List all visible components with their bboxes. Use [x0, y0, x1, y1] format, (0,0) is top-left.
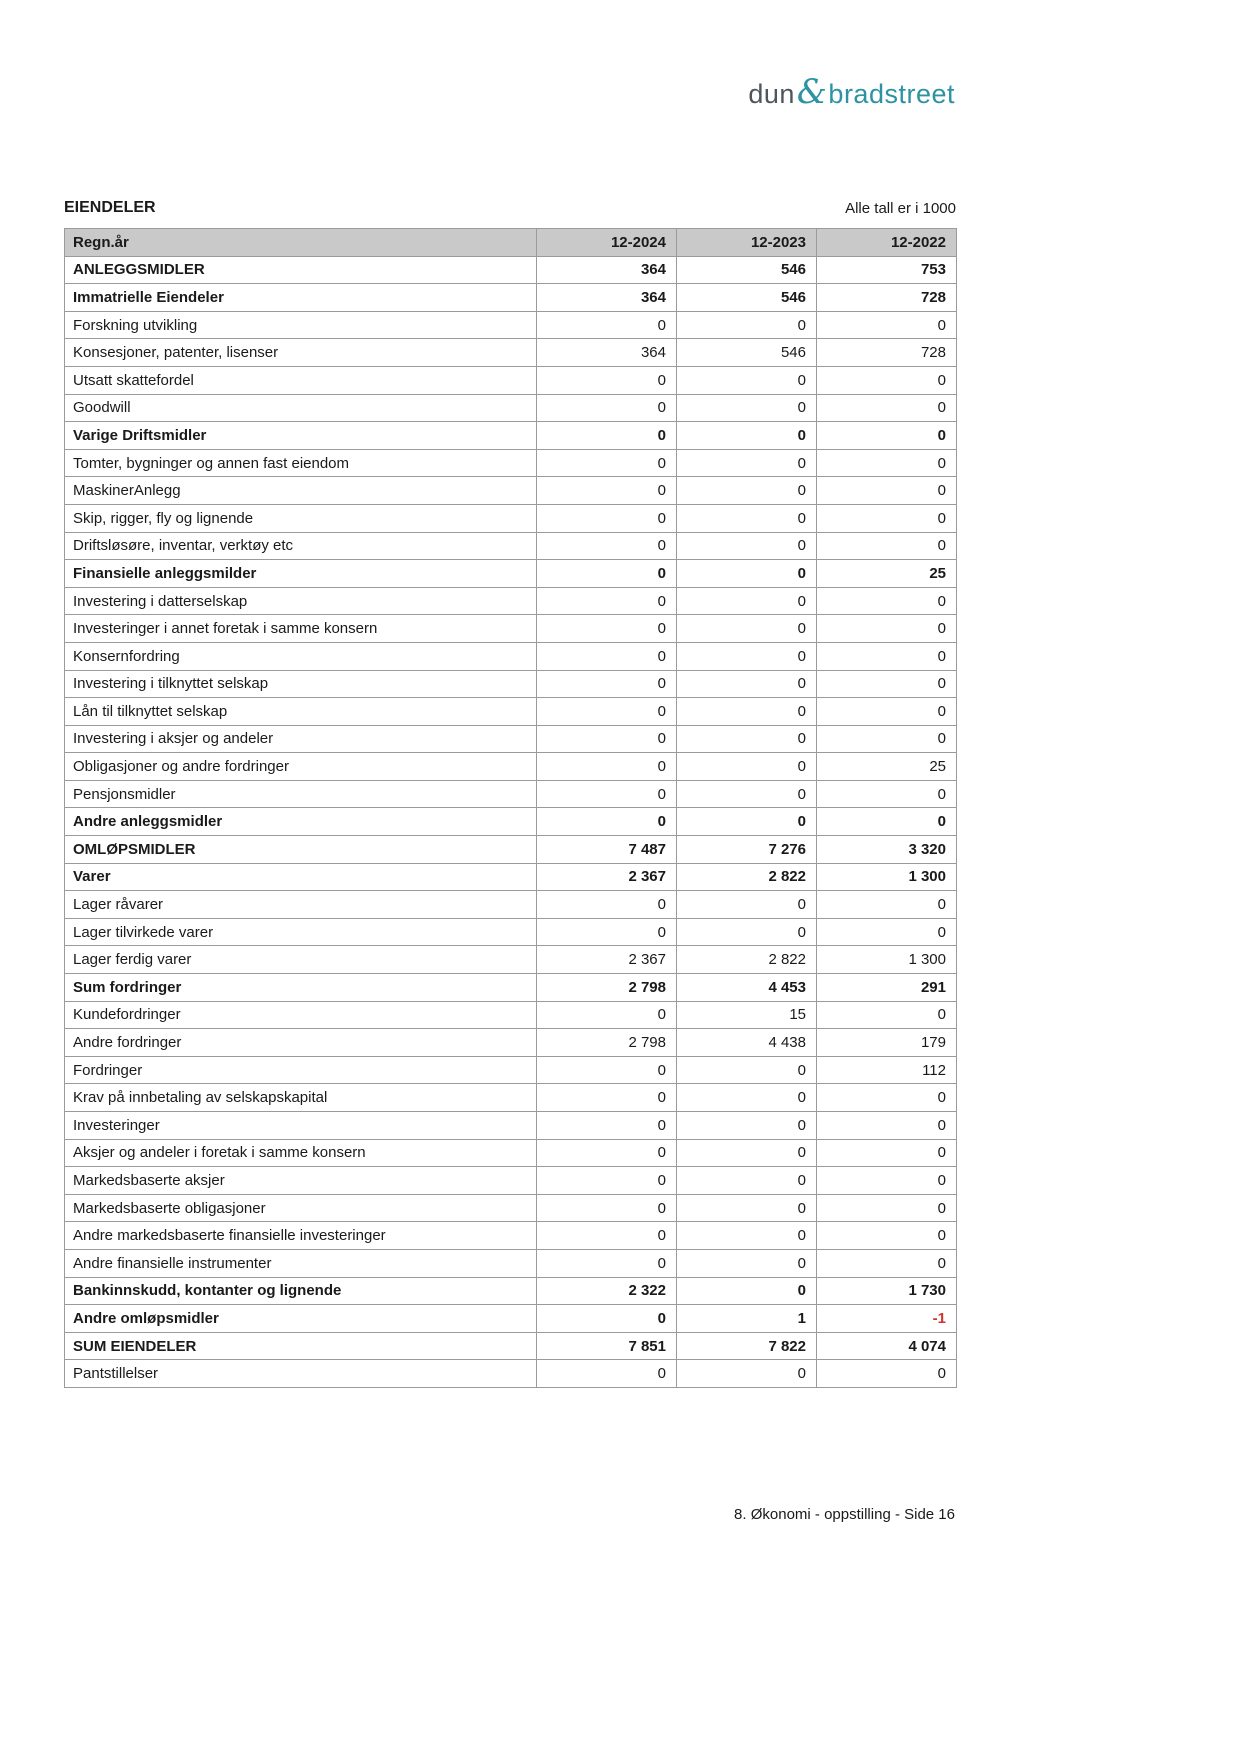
column-header-12-2023: 12-2023: [677, 229, 817, 257]
row-value: 546: [677, 339, 817, 367]
table-row: [65, 642, 957, 670]
row-value: 7 487: [537, 836, 677, 864]
table-row: [65, 1139, 957, 1167]
row-value: 7 276: [677, 836, 817, 864]
row-value: 0: [817, 615, 957, 643]
row-value: 0: [537, 698, 677, 726]
table-row: [65, 863, 957, 891]
table-row: [65, 477, 957, 505]
table-row: [65, 366, 957, 394]
row-value: 0: [817, 504, 957, 532]
page-title: EIENDELER: [64, 199, 156, 216]
row-label: Lager tilvirkede varer: [65, 918, 537, 946]
row-value: 0: [537, 1305, 677, 1333]
row-value: 0: [677, 587, 817, 615]
row-value: 0: [677, 615, 817, 643]
row-value: 0: [537, 1167, 677, 1195]
table-row: [65, 918, 957, 946]
row-value: 0: [677, 891, 817, 919]
row-value: 0: [677, 366, 817, 394]
row-value: 15: [677, 1001, 817, 1029]
table-row: [65, 1360, 957, 1388]
row-value: 0: [677, 532, 817, 560]
row-label: Andre markedsbaserte finansielle investeringer: [65, 1222, 537, 1250]
row-value: 0: [817, 366, 957, 394]
row-value: 4 453: [677, 974, 817, 1002]
row-label: Sum fordringer: [65, 974, 537, 1002]
table-row: [65, 1277, 957, 1305]
row-label: Bankinnskudd, kontanter og lignende: [65, 1277, 537, 1305]
table-row: [65, 394, 957, 422]
row-value: 25: [817, 560, 957, 588]
row-value: 0: [677, 698, 817, 726]
row-value: 0: [677, 725, 817, 753]
row-value: 4 438: [677, 1029, 817, 1057]
row-value: 2 367: [537, 946, 677, 974]
row-value: 0: [537, 587, 677, 615]
row-value: 2 822: [677, 946, 817, 974]
row-value: 0: [677, 477, 817, 505]
row-label: Obligasjoner og andre fordringer: [65, 753, 537, 781]
table-row: [65, 1001, 957, 1029]
row-label: Investering i datterselskap: [65, 587, 537, 615]
row-label: SUM EIENDELER: [65, 1332, 537, 1360]
row-label: Konsesjoner, patenter, lisenser: [65, 339, 537, 367]
row-value: 0: [537, 366, 677, 394]
row-value: 0: [537, 504, 677, 532]
table-row: [65, 311, 957, 339]
row-value: 0: [537, 615, 677, 643]
row-value: 0: [537, 891, 677, 919]
row-label: Kundefordringer: [65, 1001, 537, 1029]
row-value: 0: [677, 1222, 817, 1250]
row-value: 25: [817, 753, 957, 781]
row-label: Investeringer i annet foretak i samme konsern: [65, 615, 537, 643]
row-value: 0: [537, 1360, 677, 1388]
row-value: 0: [677, 1167, 817, 1195]
row-label: Skip, rigger, fly og lignende: [65, 504, 537, 532]
row-value: 0: [537, 560, 677, 588]
row-label: Andre finansielle instrumenter: [65, 1249, 537, 1277]
row-value: 728: [817, 284, 957, 312]
row-value: 2 367: [537, 863, 677, 891]
row-value: 0: [817, 587, 957, 615]
row-value: 0: [537, 1112, 677, 1140]
row-value: 0: [817, 1112, 957, 1140]
row-value: 364: [537, 339, 677, 367]
row-label: Fordringer: [65, 1056, 537, 1084]
table-row: [65, 256, 957, 284]
row-value: 0: [537, 1056, 677, 1084]
row-value: 0: [817, 1167, 957, 1195]
row-value: 0: [537, 780, 677, 808]
row-value: 3 320: [817, 836, 957, 864]
column-header-12-2022: 12-2022: [817, 229, 957, 257]
table-row: [65, 1194, 957, 1222]
row-label: OMLØPSMIDLER: [65, 836, 537, 864]
row-value: 546: [677, 256, 817, 284]
row-value: 0: [817, 1139, 957, 1167]
row-value: 0: [537, 1001, 677, 1029]
row-label: Varige Driftsmidler: [65, 422, 537, 450]
table-row: [65, 560, 957, 588]
row-label: Immatrielle Eiendeler: [65, 284, 537, 312]
row-value: 0: [817, 808, 957, 836]
row-value: 0: [677, 1277, 817, 1305]
row-value: 2 822: [677, 863, 817, 891]
document-header: [64, 199, 956, 217]
row-value: 0: [817, 394, 957, 422]
row-value: 1 730: [817, 1277, 957, 1305]
logo-text-bradstreet: bradstreet: [828, 79, 955, 109]
row-value: 0: [817, 1360, 957, 1388]
row-label: Investering i aksjer og andeler: [65, 725, 537, 753]
row-value: 0: [537, 532, 677, 560]
row-value: 0: [677, 1360, 817, 1388]
row-value: 2 798: [537, 974, 677, 1002]
table-row: [65, 1167, 957, 1195]
row-value: 179: [817, 1029, 957, 1057]
row-value: 0: [677, 311, 817, 339]
row-value: 0: [677, 1249, 817, 1277]
row-value: 546: [677, 284, 817, 312]
table-row: [65, 698, 957, 726]
balance-sheet-table: [64, 228, 957, 1388]
row-value: 0: [537, 642, 677, 670]
year-column-header: Regn.år: [65, 229, 537, 257]
row-value: 0: [817, 449, 957, 477]
row-value: 0: [537, 1249, 677, 1277]
row-value: 0: [817, 918, 957, 946]
row-label: ANLEGGSMIDLER: [65, 256, 537, 284]
row-value: 0: [817, 1194, 957, 1222]
row-value: 112: [817, 1056, 957, 1084]
row-value: 0: [817, 891, 957, 919]
row-label: Finansielle anleggsmilder: [65, 560, 537, 588]
row-value: 0: [677, 918, 817, 946]
row-value: 0: [817, 642, 957, 670]
table-header-row: [65, 229, 957, 257]
row-value: 0: [677, 670, 817, 698]
table-row: [65, 587, 957, 615]
row-value: 0: [817, 422, 957, 450]
row-value: 0: [817, 1001, 957, 1029]
table-row: [65, 891, 957, 919]
table-row: [65, 1222, 957, 1250]
row-value: 0: [537, 449, 677, 477]
page-footer: 8. Økonomi - oppstilling - Side 16: [734, 1506, 955, 1523]
row-label: Andre omløpsmidler: [65, 1305, 537, 1333]
row-label: Krav på innbetaling av selskapskapital: [65, 1084, 537, 1112]
row-value: 0: [677, 560, 817, 588]
table-row: [65, 946, 957, 974]
row-value: 0: [677, 1056, 817, 1084]
row-value: 0: [537, 1222, 677, 1250]
row-value: 0: [537, 477, 677, 505]
table-row: [65, 974, 957, 1002]
row-label: MaskinerAnlegg: [65, 477, 537, 505]
row-value: 0: [817, 311, 957, 339]
row-label: Goodwill: [65, 394, 537, 422]
row-value: 364: [537, 256, 677, 284]
row-value: 0: [817, 1222, 957, 1250]
row-value: 753: [817, 256, 957, 284]
row-value: 0: [817, 780, 957, 808]
row-value: 0: [817, 698, 957, 726]
table-row: [65, 339, 957, 367]
table-row: [65, 1112, 957, 1140]
row-label: Pantstillelser: [65, 1360, 537, 1388]
row-value: 1 300: [817, 863, 957, 891]
row-value: 0: [537, 1194, 677, 1222]
row-value: 1: [677, 1305, 817, 1333]
table-row: [65, 753, 957, 781]
row-value: 0: [537, 422, 677, 450]
table-row: [65, 504, 957, 532]
row-value: 4 074: [817, 1332, 957, 1360]
row-label: Varer: [65, 863, 537, 891]
row-label: Andre fordringer: [65, 1029, 537, 1057]
row-value: 0: [677, 1112, 817, 1140]
balance-table-body: [65, 256, 957, 1387]
row-label: Tomter, bygninger og annen fast eiendom: [65, 449, 537, 477]
table-row: [65, 284, 957, 312]
row-value: -1: [817, 1305, 957, 1333]
row-label: Utsatt skattefordel: [65, 366, 537, 394]
row-value: 364: [537, 284, 677, 312]
row-value: 0: [677, 422, 817, 450]
row-label: Pensjonsmidler: [65, 780, 537, 808]
row-label: Konsernfordring: [65, 642, 537, 670]
row-label: Lager råvarer: [65, 891, 537, 919]
table-row: [65, 615, 957, 643]
row-value: 0: [537, 753, 677, 781]
row-value: 0: [817, 477, 957, 505]
logo-ampersand-icon: &: [796, 72, 828, 111]
row-value: 0: [537, 311, 677, 339]
row-value: 0: [817, 1249, 957, 1277]
table-row: [65, 532, 957, 560]
row-value: 728: [817, 339, 957, 367]
row-label: Driftsløsøre, inventar, verktøy etc: [65, 532, 537, 560]
row-value: 2 322: [537, 1277, 677, 1305]
table-row: [65, 725, 957, 753]
row-value: 0: [677, 449, 817, 477]
table-row: [65, 1056, 957, 1084]
row-label: Markedsbaserte obligasjoner: [65, 1194, 537, 1222]
table-row: [65, 1249, 957, 1277]
row-label: Investering i tilknyttet selskap: [65, 670, 537, 698]
row-value: 0: [537, 670, 677, 698]
row-label: Forskning utvikling: [65, 311, 537, 339]
table-row: [65, 780, 957, 808]
table-row: [65, 808, 957, 836]
table-row: [65, 422, 957, 450]
table-row: [65, 670, 957, 698]
row-value: 0: [817, 532, 957, 560]
row-label: Investeringer: [65, 1112, 537, 1140]
row-value: 0: [537, 1139, 677, 1167]
row-value: 7 851: [537, 1332, 677, 1360]
table-row: [65, 836, 957, 864]
row-label: Lån til tilknyttet selskap: [65, 698, 537, 726]
row-value: 0: [537, 725, 677, 753]
row-label: Lager ferdig varer: [65, 946, 537, 974]
row-value: 0: [817, 725, 957, 753]
dun-bradstreet-logo: [748, 72, 955, 111]
logo-text-dun: dun: [748, 79, 795, 109]
row-value: 0: [677, 1084, 817, 1112]
row-label: Markedsbaserte aksjer: [65, 1167, 537, 1195]
row-value: 0: [537, 918, 677, 946]
row-value: 0: [677, 1139, 817, 1167]
row-value: 0: [677, 808, 817, 836]
row-value: 0: [677, 394, 817, 422]
row-value: 0: [817, 1084, 957, 1112]
table-row: [65, 1332, 957, 1360]
column-header-12-2024: 12-2024: [537, 229, 677, 257]
row-value: 291: [817, 974, 957, 1002]
row-value: 0: [677, 1194, 817, 1222]
row-value: 0: [537, 1084, 677, 1112]
row-value: 0: [677, 753, 817, 781]
row-value: 0: [817, 670, 957, 698]
table-row: [65, 1084, 957, 1112]
row-value: 0: [537, 808, 677, 836]
units-note: Alle tall er i 1000: [845, 200, 956, 217]
table-row: [65, 449, 957, 477]
row-value: 7 822: [677, 1332, 817, 1360]
row-value: 0: [677, 642, 817, 670]
row-label: Aksjer og andeler i foretak i samme konsern: [65, 1139, 537, 1167]
table-row: [65, 1305, 957, 1333]
row-value: 0: [537, 394, 677, 422]
table-row: [65, 1029, 957, 1057]
row-value: 0: [677, 504, 817, 532]
row-value: 0: [677, 780, 817, 808]
row-value: 2 798: [537, 1029, 677, 1057]
row-label: Andre anleggsmidler: [65, 808, 537, 836]
row-value: 1 300: [817, 946, 957, 974]
